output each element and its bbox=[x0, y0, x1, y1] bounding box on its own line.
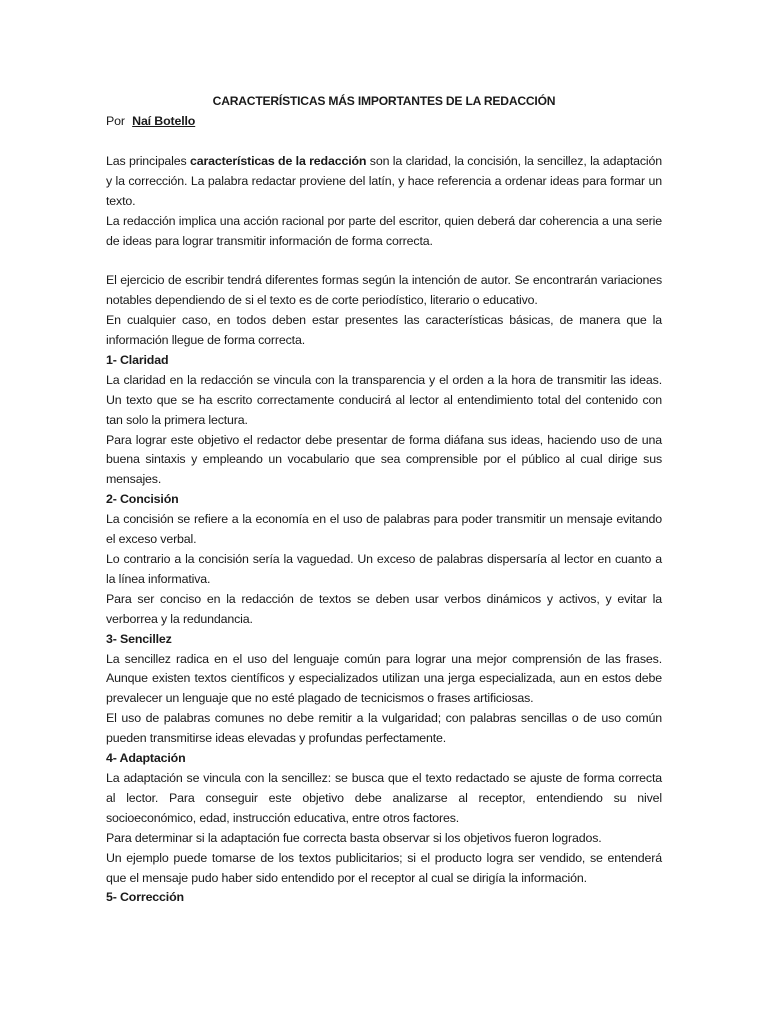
intro-text-end: son la claridad, la concisión, la sencillez, la adaptación y la corrección. La palabra redactar proviene del latín, y hace referencia a ordenar ideas para formar un texto. bbox=[106, 153, 662, 208]
section-heading: 2- Concisión bbox=[106, 492, 179, 507]
intro-paragraph bbox=[106, 152, 662, 212]
byline-prefix: Por bbox=[106, 114, 125, 128]
section-heading: 4- Adaptación bbox=[106, 751, 186, 766]
section-claridad bbox=[106, 351, 662, 490]
section-paragraph: El uso de palabras comunes no debe remitir a la vulgaridad; con palabras sencillas o de uso común pueden transmitirse ideas elevadas y profundas perfectamente. bbox=[106, 711, 662, 746]
section-paragraph: La concisión se refiere a la economía en el uso de palabras para poder transmitir un mensaje evitando el exceso verbal. bbox=[106, 512, 662, 547]
section-paragraph: Para determinar si la adaptación fue correcta basta observar si los objetivos fueron logrados. bbox=[106, 830, 602, 845]
section-paragraph: La sencillez radica en el uso del lenguaje común para lograr una mejor comprensión de las frases. Aunque existen textos científicos y especializados utilizan una jerga especializada, aun en estos debe prevalecer un lenguaje que no esté plagado de tecnicismos o frases artificiosas. bbox=[106, 651, 662, 706]
intro-paragraph: El ejercicio de escribir tendrá diferentes formas según la intención de autor. Se encontrarán variaciones notables dependiendo de si el texto es de corte periodístico, literario o educativo. bbox=[106, 273, 662, 308]
section-paragraph: La claridad en la redacción se vincula con la transparencia y el orden a la hora de transmitir las ideas. Un texto que se ha escrito correctamente conducirá al lector al entendimiento total del contenido con tan solo la primera lectura. bbox=[106, 372, 662, 427]
intro-paragraph: En cualquier caso, en todos deben estar presentes las características básicas, de manera que la información llegue de forma correcta. bbox=[106, 313, 662, 348]
section-paragraph: La adaptación se vincula con la sencillez: se busca que el texto redactado se ajuste de forma correcta al lector. Para conseguir este objetivo debe analizarse al receptor, entendiendo su nivel socioeconómico, edad, instrucción educativa, entre otros factores. bbox=[106, 770, 662, 825]
author-name: Naí Botello bbox=[132, 114, 196, 128]
section-heading: 5- Corrección bbox=[106, 890, 184, 905]
section-adaptacion bbox=[106, 749, 662, 888]
byline bbox=[106, 112, 662, 132]
section-concision bbox=[106, 490, 662, 629]
section-paragraph: Lo contrario a la concisión sería la vaguedad. Un exceso de palabras dispersaría al lector en cuanto a la línea informativa. bbox=[106, 552, 662, 586]
spacer bbox=[106, 132, 662, 152]
spacer bbox=[106, 251, 662, 271]
intro-text-start: Las principales bbox=[106, 153, 191, 168]
intro-bold-phrase: características de la redacción bbox=[190, 153, 367, 168]
section-paragraph: Para lograr este objetivo el redactor debe presentar de forma diáfana sus ideas, haciendo uso de una buena sintaxis y empleando un vocabulario que sea comprensible por el público al cual dirige sus mensajes. bbox=[106, 432, 662, 487]
section-sencillez bbox=[106, 630, 662, 749]
intro-paragraph: La redacción implica una acción racional por parte del escritor, quien deberá dar coherencia a una serie de ideas para lograr transmitir información de forma correcta. bbox=[106, 213, 662, 248]
section-correccion bbox=[106, 888, 662, 908]
section-paragraph: Para ser conciso en la redacción de textos se deben usar verbos dinámicos y activos, y evitar la verborrea y la redundancia. bbox=[106, 591, 662, 626]
document-body bbox=[106, 92, 662, 908]
document-title: CARACTERÍSTICAS MÁS IMPORTANTES DE LA REDACCIÓN bbox=[212, 94, 556, 108]
section-heading: 3- Sencillez bbox=[106, 631, 172, 646]
section-heading: 1- Claridad bbox=[106, 352, 169, 367]
section-paragraph: Un ejemplo puede tomarse de los textos publicitarios; si el producto logra ser vendido, se entenderá que el mensaje pudo haber sido entendido por el receptor al cual se dirigía la información. bbox=[106, 850, 662, 885]
